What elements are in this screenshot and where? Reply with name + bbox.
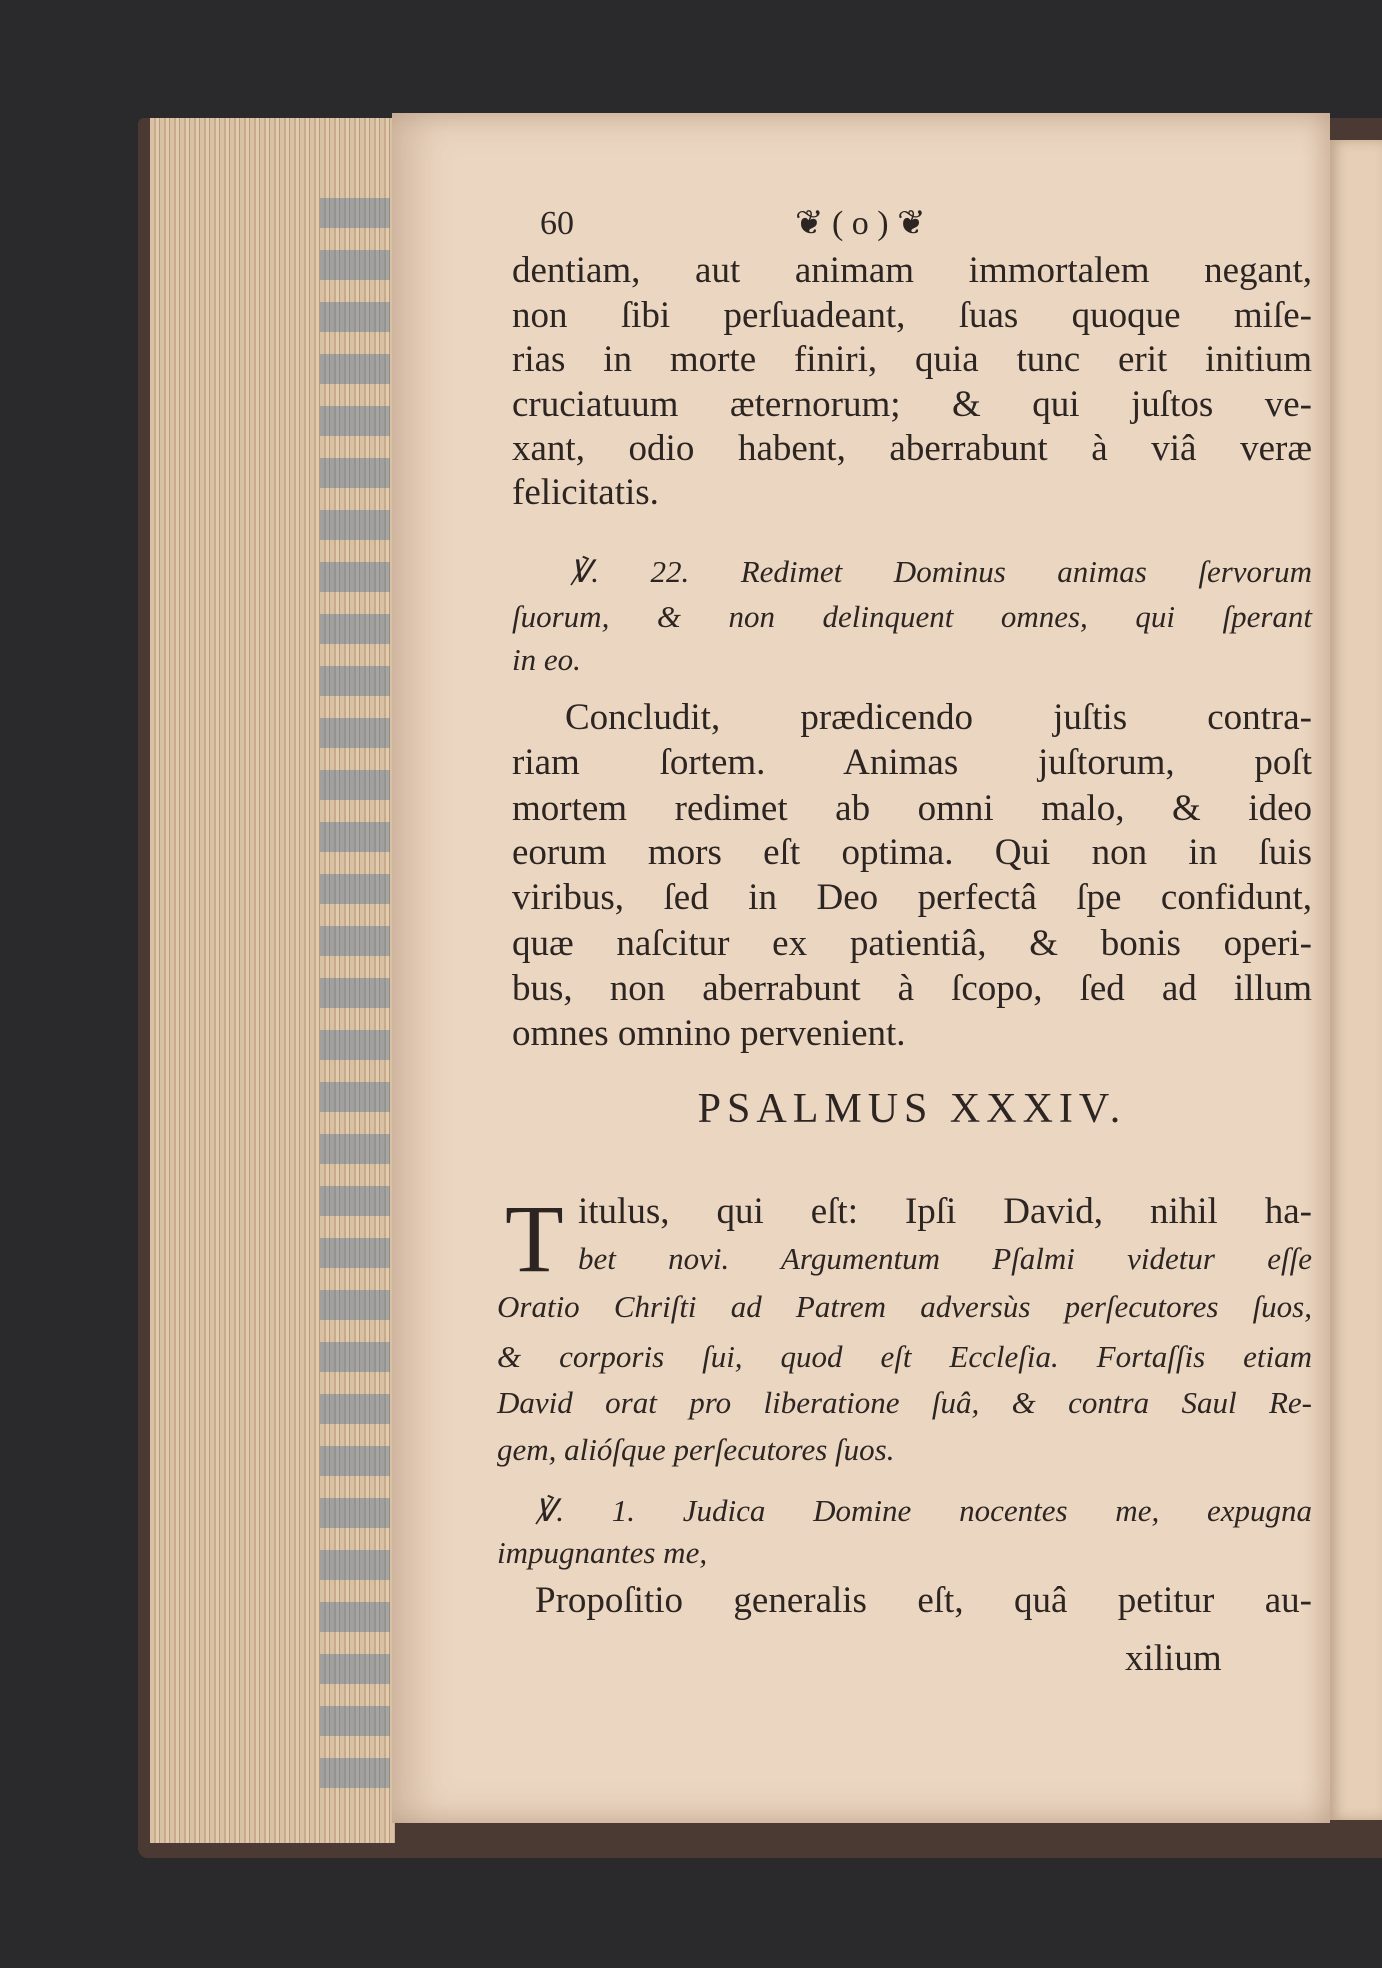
verse-line: ſuorum, & non delinquent omnes, qui ſperant bbox=[512, 599, 1312, 634]
catchword: xilium bbox=[1125, 1638, 1222, 1679]
text-line: itulus, qui eſt: Ipſi David, nihil ha- bbox=[578, 1191, 1312, 1232]
text-line: & corporis ſui, quod eſt Eccleſia. Fortaſſis etiam bbox=[497, 1339, 1312, 1374]
text-line: mortem redimet ab omni malo, & ideo bbox=[512, 788, 1312, 829]
text-line: xant, odio habent, aberrabunt à viâ veræ bbox=[512, 428, 1312, 469]
facing-page-edge bbox=[1330, 140, 1382, 1820]
text-line: bus, non aberrabunt à ſcopo, ſed ad illum bbox=[512, 968, 1312, 1009]
page-number: 60 bbox=[540, 205, 574, 242]
text-line: rias in morte finiri, quia tunc erit initium bbox=[512, 339, 1312, 380]
text-line: cruciatuum æternorum; & qui juſtos ve- bbox=[512, 384, 1312, 425]
verse-line: impugnantes me, bbox=[497, 1535, 708, 1570]
text-line: Propoſitio generalis eſt, quâ petitur au- bbox=[535, 1580, 1312, 1621]
text-line: eorum mors eſt optima. Qui non in ſuis bbox=[512, 832, 1312, 873]
text-line: riam ſortem. Animas juſtorum, poſt bbox=[512, 742, 1312, 783]
text-line: Oratio Chriſti ad Patrem adversùs perſecutores ſuos, bbox=[497, 1289, 1312, 1324]
verse-line: ℣. 1. Judica Domine nocentes me, expugna bbox=[535, 1493, 1312, 1528]
text-line: David orat pro liberatione ſuâ, & contra Saul Re- bbox=[497, 1385, 1312, 1420]
text-line: quæ naſcitur ex patientiâ, & bonis operi- bbox=[512, 923, 1312, 964]
page-edges bbox=[150, 118, 395, 1843]
text-line: gem, alióſque perſecutores ſuos. bbox=[497, 1432, 895, 1467]
text-line: bet novi. Argumentum Pſalmi videtur eſſe bbox=[578, 1241, 1312, 1276]
verse-line: ℣. 22. Redimet Dominus animas ſervorum bbox=[570, 554, 1312, 589]
text-line: non ſibi perſuadeant, ſuas quoque miſe- bbox=[512, 295, 1312, 336]
verse-line: in eo. bbox=[512, 642, 581, 677]
text-line: viribus, ſed in Deo perfectâ ſpe confidunt, bbox=[512, 877, 1312, 918]
drop-cap: T bbox=[505, 1185, 564, 1292]
text-line: felicitatis. bbox=[512, 472, 659, 513]
text-line: omnes omnino pervenient. bbox=[512, 1013, 906, 1054]
text-line: dentiam, aut animam immortalem negant, bbox=[512, 250, 1312, 291]
running-head-ornament: ❦ ( o ) ❦ bbox=[795, 205, 926, 242]
edge-stain bbox=[320, 198, 390, 1798]
text-line: Concludit, prædicendo juſtis contra- bbox=[565, 697, 1312, 738]
psalm-title: PSALMUS XXXIV. bbox=[697, 1086, 1127, 1132]
